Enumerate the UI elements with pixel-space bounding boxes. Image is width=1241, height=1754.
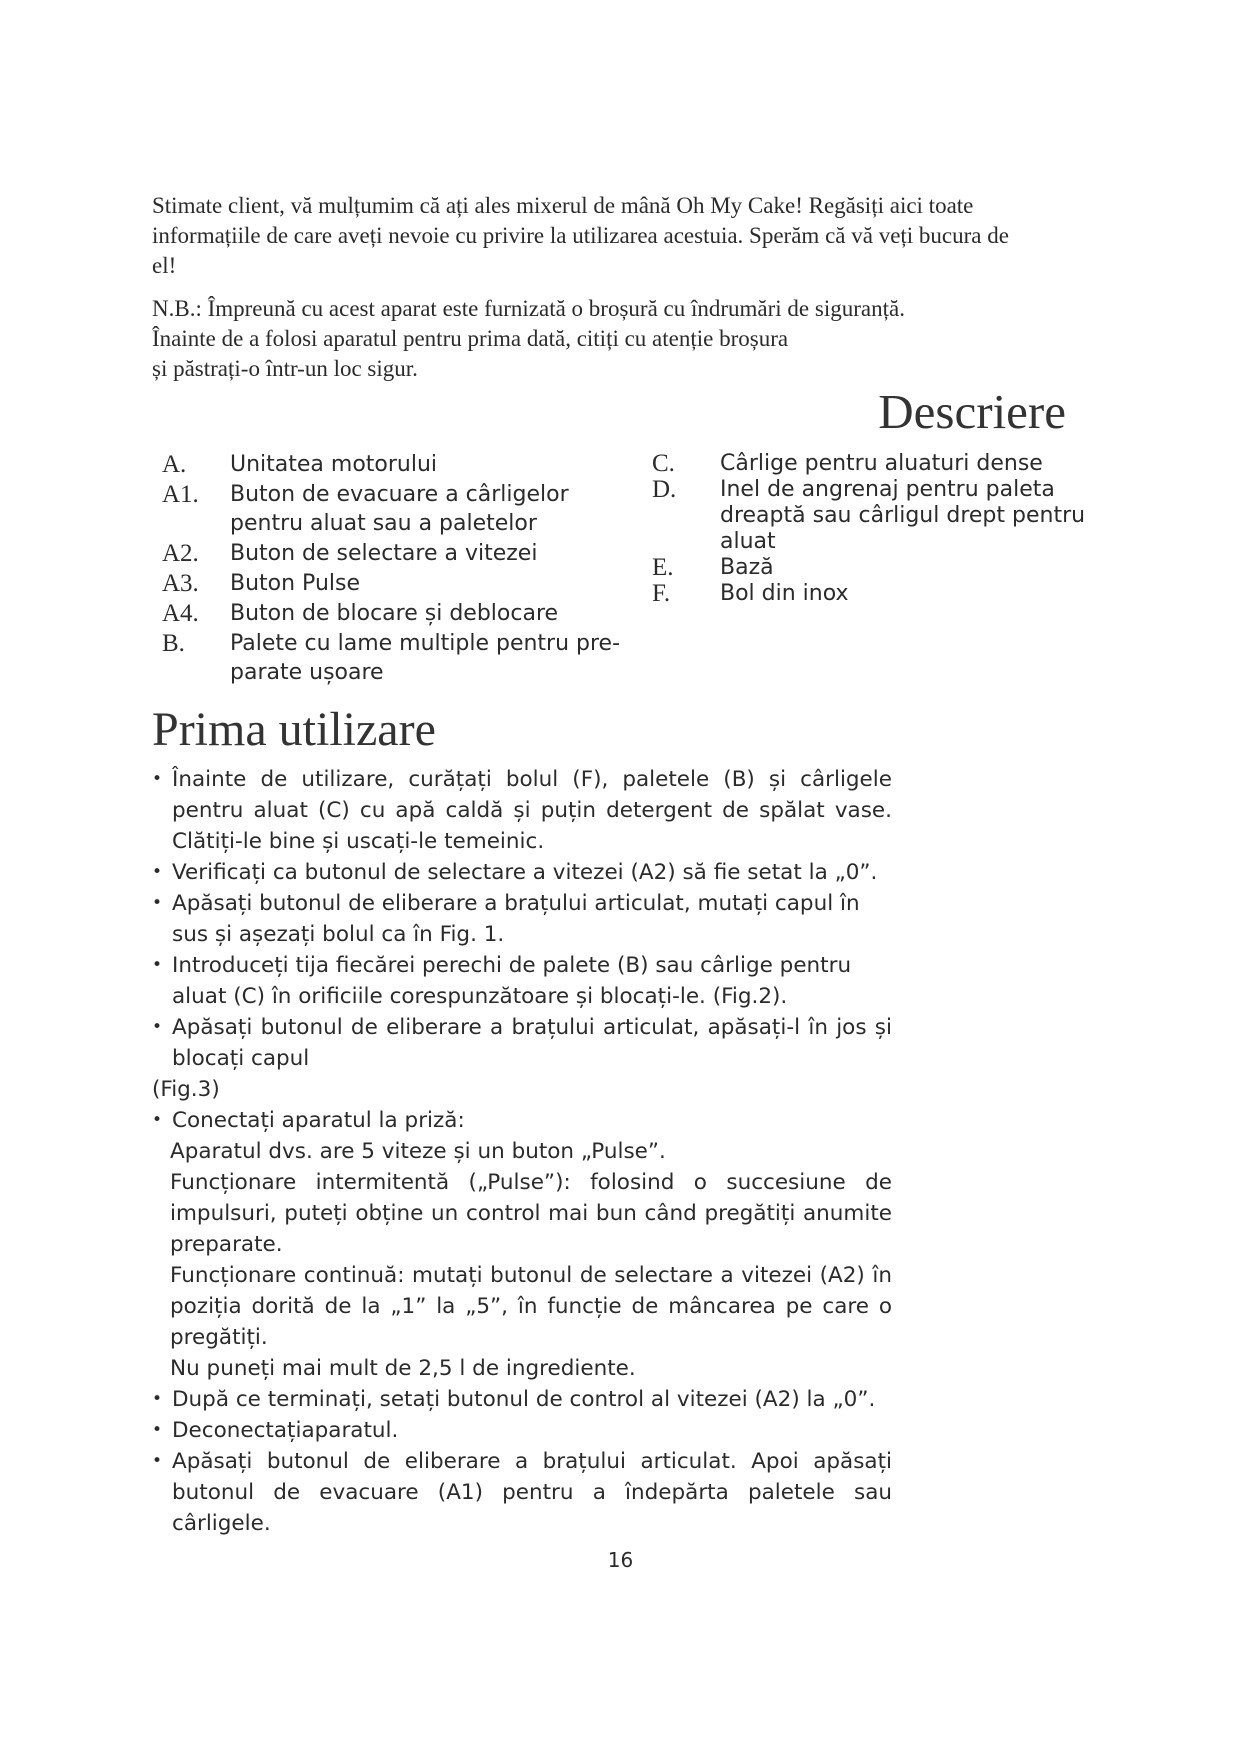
part-code: B. [162, 630, 185, 657]
part-label: Buton Pulse [230, 571, 360, 596]
part-label: Buton de evacuare a cârligelor pentru aluat sau a paletelor [230, 482, 569, 536]
part-item [652, 451, 1092, 477]
bullet-plug-in: • Conectați aparatul la priză: [152, 1105, 892, 1136]
part-code: A1. [162, 481, 199, 508]
part-code: D. [652, 476, 677, 503]
part-item [162, 569, 632, 598]
part-code: A2. [162, 540, 199, 567]
section-title-prima-utilizare: Prima utilizare [152, 703, 436, 756]
part-code: A3. [162, 570, 199, 597]
part-code: A. [162, 451, 187, 478]
section-title-descriere: Descriere [878, 384, 1066, 439]
bullet-eject-tools: • Apăsați butonul de eliberare a brațului articulat. Apoi apăsați butonul de evacuare (A1) pentru a îndepărta paletele sau cârligele. [152, 1446, 892, 1539]
intro-greeting: Stimate client, vă mulțumim că ați ales mixerul de mână Oh My Cake! Regăsiți aici toate informațiile de care aveți nevoie cu privire la utilizarea acestuia. Sperăm că vă veți bucura de el! [152, 193, 1009, 278]
part-item [652, 477, 1092, 555]
parts-list-left [162, 450, 632, 688]
part-item [652, 581, 1092, 607]
part-code: A4. [162, 600, 199, 627]
parts-list-right [652, 451, 1092, 607]
nb-line-1: N.B.: Împreună cu acest aparat este furnizată o broșură cu îndrumări de siguranță. [152, 296, 905, 321]
part-item [162, 539, 632, 568]
part-item [162, 480, 632, 538]
page-number: 16 [607, 1548, 634, 1572]
usage-instructions [152, 764, 892, 1539]
bullet-unplug: • Deconectațiaparatul. [152, 1415, 892, 1446]
bullet-reset-speed: • După ce terminați, setați butonul de control al vitezei (A2) la „0”. [152, 1384, 892, 1415]
intro-paragraph [152, 191, 1032, 281]
safety-note [152, 294, 1032, 384]
part-label: Cârlige pentru aluaturi dense [720, 451, 1043, 476]
continuous-text: Funcționare continuă: mutați butonul de selectare a vitezei (A2) în poziția dorită de la „1” la „5”, în funcție de mâncarea pe care o pregătiți. [170, 1263, 892, 1350]
part-label: Bol din inox [720, 581, 849, 606]
max-ingredients-text: Nu puneți mai mult de 2,5 l de ingrediente. [170, 1356, 636, 1381]
fig3-reference: (Fig.3) [152, 1077, 220, 1102]
nb-line-2: Înainte de a folosi aparatul pentru prima dată, citiți cu atenție broșura [152, 326, 789, 351]
pulse-text: Funcționare intermitentă („Pulse”): folosind o succesiune de impulsuri, puteți obține un control mai bun când pregătiți anumite preparate. [170, 1170, 892, 1257]
part-item [162, 450, 632, 479]
part-label: Buton de blocare și deblocare [230, 601, 559, 626]
part-item [162, 599, 632, 628]
part-item [162, 629, 632, 687]
bullet-check-speed: • Verificați ca butonul de selectare a vitezei (A2) să fie setat la „0”. [152, 857, 892, 888]
bullet-raise-head: • Apăsați butonul de eliberare a brațului articulat, mutați capul în sus și așezați bolul ca în Fig. 1. [152, 888, 892, 950]
bullet-insert-tools: • Introduceți tija fiecărei perechi de palete (B) sau cârlige pentru aluat (C) în orificiile corespunzătoare și blocați-le. (Fig.2). [152, 950, 892, 1012]
bullet-clean: • Înainte de utilizare, curățați bolul (F), paletele (B) și cârligele pentru aluat (C) cu apă caldă și puțin detergent de spălat vase. Clătiți-le bine și uscați-le temeinic. [152, 764, 892, 857]
part-item [652, 555, 1092, 581]
part-code: C. [652, 450, 675, 477]
part-label: Bază [720, 555, 774, 580]
part-code: E. [652, 554, 674, 581]
part-label: Palete cu lame multiple pentru pre-parate ușoare [230, 631, 621, 685]
part-label: Unitatea motorului [230, 452, 438, 477]
part-label: Inel de angrenaj pentru paleta dreaptă sau cârligul drept pentru aluat [720, 477, 1086, 554]
nb-line-3: și păstrați-o într-un loc sigur. [152, 356, 418, 381]
part-code: F. [652, 580, 671, 607]
speeds-text: Aparatul dvs. are 5 viteze și un buton „Pulse”. [170, 1139, 666, 1164]
part-label: Buton de selectare a vitezei [230, 541, 538, 566]
bullet-lower-head: • Apăsați butonul de eliberare a brațului articulat, apăsați-l în jos și blocați capul [152, 1012, 892, 1074]
